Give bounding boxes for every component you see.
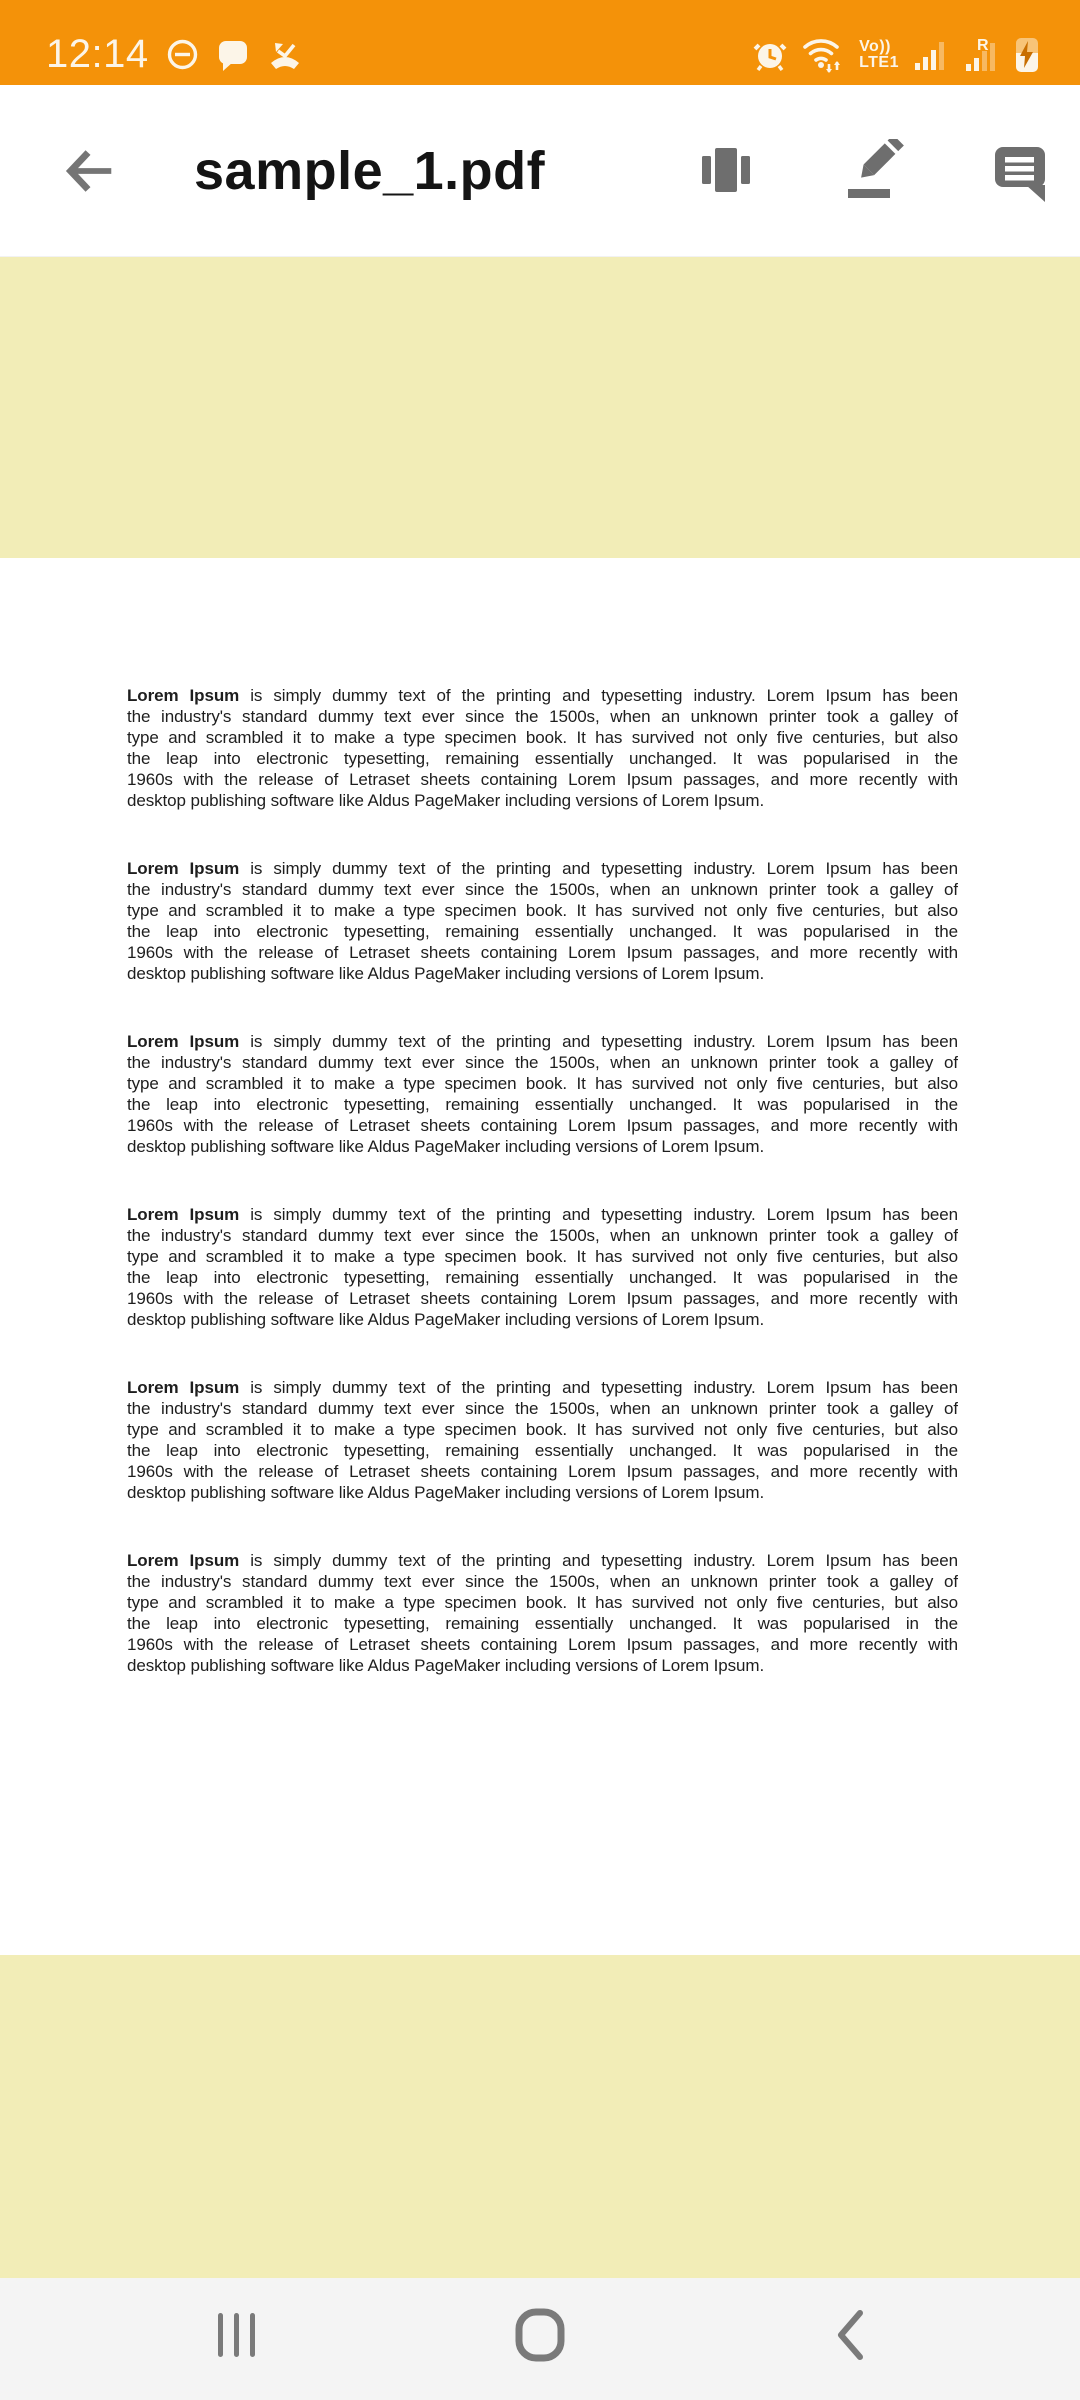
paragraph-line: type and scrambled it to make a type specimen book. It has survived not only five centuries, but also <box>127 1074 958 1093</box>
paragraph-line: Lorem Ipsum is simply dummy text of the printing and typesetting industry. Lorem Ipsum has been <box>127 686 958 705</box>
comment-icon <box>988 139 1052 203</box>
paragraph-line: desktop publishing software like Aldus PageMaker including versions of Lorem Ipsum. <box>127 1656 765 1675</box>
paragraph-line: the industry's standard dummy text ever since the 1500s, when an unknown printer took a galley of <box>127 707 958 726</box>
paragraph-line: the leap into electronic typesetting, remaining essentially unchanged. It was popularised in the <box>127 1441 958 1460</box>
page-view-icon <box>694 139 758 203</box>
paragraph-line: desktop publishing software like Aldus PageMaker including versions of Lorem Ipsum. <box>127 964 765 983</box>
nav-back-button[interactable] <box>833 2308 867 2362</box>
navigation-bar <box>0 2278 1080 2400</box>
status-bar-left <box>46 32 303 77</box>
paragraph-line: type and scrambled it to make a type specimen book. It has survived not only five centuries, but also <box>127 1420 958 1439</box>
paragraph <box>127 685 958 811</box>
paragraph-line: desktop publishing software like Aldus PageMaker including versions of Lorem Ipsum. <box>127 1137 765 1156</box>
back-button[interactable] <box>58 140 120 202</box>
arrow-left-icon <box>58 140 120 202</box>
pdf-page <box>0 558 1080 1955</box>
paragraph-line: the leap into electronic typesetting, remaining essentially unchanged. It was popularised in the <box>127 1614 958 1633</box>
paragraph-line: Lorem Ipsum is simply dummy text of the printing and typesetting industry. Lorem Ipsum has been <box>127 1205 958 1224</box>
paragraph-line: 1960s with the release of Letraset sheets containing Lorem Ipsum passages, and more recently with <box>127 1462 958 1481</box>
paragraph-line: Lorem Ipsum is simply dummy text of the printing and typesetting industry. Lorem Ipsum has been <box>127 1032 958 1051</box>
paragraph <box>127 1550 958 1676</box>
paragraph-line: the industry's standard dummy text ever since the 1500s, when an unknown printer took a galley of <box>127 1226 958 1245</box>
paragraph-line: 1960s with the release of Letraset sheets containing Lorem Ipsum passages, and more recently with <box>127 943 958 962</box>
paragraph-line: the industry's standard dummy text ever since the 1500s, when an unknown printer took a galley of <box>127 1053 958 1072</box>
paragraph-line: type and scrambled it to make a type specimen book. It has survived not only five centuries, but also <box>127 901 958 920</box>
recents-button[interactable] <box>214 2310 260 2360</box>
missed-call-icon <box>267 38 303 72</box>
comments-button[interactable] <box>988 139 1052 203</box>
paragraph-line: the leap into electronic typesetting, remaining essentially unchanged. It was popularised in the <box>127 749 958 768</box>
nav-back-icon <box>833 2308 867 2362</box>
page-view-button[interactable] <box>694 139 758 203</box>
paragraph <box>127 858 958 984</box>
status-time: 12:14 <box>46 32 149 76</box>
paragraph-line: 1960s with the release of Letraset sheets containing Lorem Ipsum passages, and more recently with <box>127 770 958 789</box>
do-not-disturb-icon <box>166 38 199 71</box>
paragraph-line: the industry's standard dummy text ever since the 1500s, when an unknown printer took a galley of <box>127 1399 958 1418</box>
paragraph-line: Lorem Ipsum is simply dummy text of the printing and typesetting industry. Lorem Ipsum has been <box>127 1378 958 1397</box>
paragraph-line: the industry's standard dummy text ever since the 1500s, when an unknown printer took a galley of <box>127 880 958 899</box>
battery-charging-icon <box>1014 35 1040 75</box>
toolbar-actions <box>694 139 1052 203</box>
paragraph <box>127 1031 958 1157</box>
alarm-icon <box>753 38 787 72</box>
document-title: sample_1.pdf <box>194 140 546 201</box>
home-button[interactable] <box>515 2308 565 2362</box>
paragraph-line: 1960s with the release of Letraset sheets containing Lorem Ipsum passages, and more recently with <box>127 1635 958 1654</box>
paragraph-line: the leap into electronic typesetting, remaining essentially unchanged. It was popularised in the <box>127 1268 958 1287</box>
status-bar <box>0 0 1080 85</box>
home-icon <box>515 2308 565 2362</box>
paragraph-line: 1960s with the release of Letraset sheets containing Lorem Ipsum passages, and more recently with <box>127 1116 958 1135</box>
paragraph-line: the leap into electronic typesetting, remaining essentially unchanged. It was popularised in the <box>127 1095 958 1114</box>
paragraph-line: desktop publishing software like Aldus PageMaker including versions of Lorem Ipsum. <box>127 1483 765 1502</box>
svg-text:R: R <box>977 36 989 54</box>
volte-lte1-label: Vo)) LTE1 <box>859 37 899 71</box>
paragraph-line: 1960s with the release of Letraset sheets containing Lorem Ipsum passages, and more recently with <box>127 1289 958 1308</box>
paragraph-line: the industry's standard dummy text ever since the 1500s, when an unknown printer took a galley of <box>127 1572 958 1591</box>
paragraph-line: type and scrambled it to make a type specimen book. It has survived not only five centuries, but also <box>127 1593 958 1612</box>
edit-button[interactable] <box>841 139 905 203</box>
status-bar-right <box>753 35 1040 75</box>
toolbar <box>0 85 1080 257</box>
edit-pencil-icon <box>841 139 905 203</box>
signal-icon <box>914 38 948 72</box>
paragraph-line: type and scrambled it to make a type specimen book. It has survived not only five centuries, but also <box>127 1247 958 1266</box>
paragraph <box>127 1204 958 1330</box>
wifi-arrows-icon <box>802 36 844 74</box>
paragraph-line: desktop publishing software like Aldus PageMaker including versions of Lorem Ipsum. <box>127 1310 765 1329</box>
paragraph-line: the leap into electronic typesetting, remaining essentially unchanged. It was popularised in the <box>127 922 958 941</box>
pdf-viewer[interactable] <box>0 257 1080 2278</box>
paragraph-line: type and scrambled it to make a type specimen book. It has survived not only five centuries, but also <box>127 728 958 747</box>
paragraph-line: desktop publishing software like Aldus PageMaker including versions of Lorem Ipsum. <box>127 791 765 810</box>
paragraph <box>127 1377 958 1503</box>
recents-icon <box>214 2310 260 2360</box>
paragraph-line: Lorem Ipsum is simply dummy text of the printing and typesetting industry. Lorem Ipsum has been <box>127 859 958 878</box>
paragraph-line: Lorem Ipsum is simply dummy text of the printing and typesetting industry. Lorem Ipsum has been <box>127 1551 958 1570</box>
roaming-signal-icon <box>963 37 999 73</box>
chat-icon <box>216 38 250 72</box>
